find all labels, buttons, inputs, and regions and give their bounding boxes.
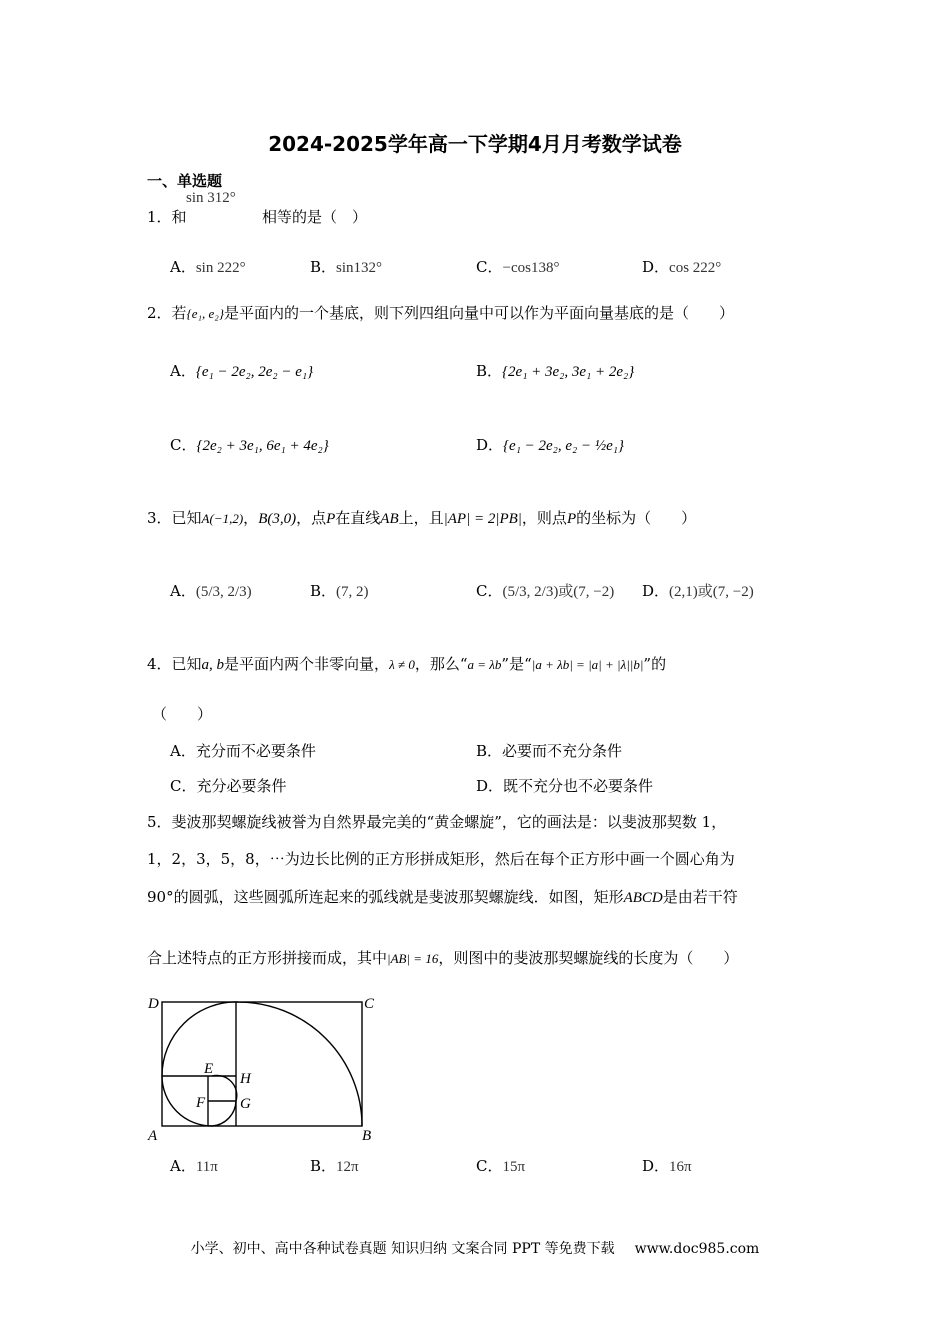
option-label: D． <box>476 777 504 795</box>
option-text: sin 222° <box>195 260 246 276</box>
question-1 <box>147 207 187 227</box>
q4-option-c <box>170 775 287 796</box>
option-label: A． <box>170 742 196 760</box>
spiral-curve <box>162 1002 362 1126</box>
q5-option-c <box>476 1155 525 1176</box>
option-label: D． <box>642 582 670 600</box>
question-5-line-1: 5．斐波那契螺旋线被誉为自然界最完美的“黄金螺旋”，它的画法是：以斐波那契数 1， <box>147 813 727 831</box>
lambda-condition: λ ≠ 0 <box>389 657 415 672</box>
option-label: D． <box>476 436 504 454</box>
length-condition: |AB| = 16 <box>387 951 439 966</box>
q4-option-d <box>476 775 653 796</box>
question-5-line-4-text: 合上述特点的正方形拼接而成，其中 <box>147 949 388 967</box>
q1-option-b <box>310 256 382 277</box>
point-p: P <box>326 511 336 527</box>
label-g: G <box>240 1096 251 1112</box>
question-3: 3．已知A(−1,2)，B(3,0)，点P在直线AB上，且|AP| = 2|PB|，则点P的坐标为（ ） <box>147 509 697 527</box>
option-text: 16π <box>669 1159 692 1175</box>
footer-url[interactable]: www.doc985.com <box>634 1241 760 1257</box>
question-4 <box>147 654 666 675</box>
label-a: A <box>148 1128 158 1144</box>
option-label: D． <box>642 258 670 276</box>
question-3-text-1: ，点 <box>296 509 327 527</box>
question-4-tail: ”的 <box>643 655 667 673</box>
question-5-line-3 <box>147 886 738 907</box>
fibonacci-spiral-figure <box>140 990 390 1145</box>
option-text: {e₁ − 2e₂, 2e₂ − e₁} <box>195 364 314 380</box>
question-5-line-3-tail: 是由若干符 <box>662 888 738 906</box>
question-2-tail: 是平面内的一个基底，则下列四组向量中可以作为平面向量基底的是（ ） <box>224 304 735 322</box>
question-3-text-3: 上，且 <box>398 509 444 527</box>
q3-option-a <box>170 580 252 601</box>
option-label: B． <box>310 582 337 600</box>
q4-option-b <box>476 740 622 761</box>
point-p-2: P <box>566 511 577 527</box>
option-text: 充分而不必要条件 <box>195 742 316 760</box>
q3-option-d <box>642 580 754 601</box>
option-text: {2e₂ + 3e₁, 6e₁ + 4e₂} <box>196 438 329 454</box>
rectangle-abcd: ABCD <box>623 890 663 906</box>
option-text: (5/3, 2/3)或(7, −2) <box>502 584 615 600</box>
option-text: 12π <box>336 1159 359 1175</box>
exam-title: 2024-2025学年高一下学期4月月考数学试卷 <box>268 132 682 156</box>
label-h: H <box>240 1071 251 1087</box>
option-text: cos 222° <box>669 260 722 276</box>
question-3-text-2: 在直线 <box>335 509 381 527</box>
option-text: 11π <box>195 1159 218 1175</box>
point-b: B(3,0) <box>258 511 297 527</box>
label-c: C <box>364 996 375 1012</box>
q2-option-a <box>170 360 313 381</box>
q5-option-d <box>642 1155 692 1176</box>
question-2-prefix: 2．若 <box>147 304 187 322</box>
option-label: D． <box>642 1157 670 1175</box>
option-label: A． <box>170 582 196 600</box>
question-2-expression: {e₁, e₂} <box>186 306 225 321</box>
option-label: C． <box>170 436 197 454</box>
option-label: B． <box>476 362 503 380</box>
question-1-expression: sin 312° <box>186 190 236 206</box>
question-5-line-2: 1，2，3，5，8，⋯为边长比例的正方形拼成矩形，然后在每个正方形中画一个圆心角为 <box>147 850 735 868</box>
q2-option-d <box>476 434 624 455</box>
option-label: A． <box>170 258 196 276</box>
question-1-prefix: 1．和 <box>147 208 187 226</box>
option-label: C． <box>476 258 503 276</box>
vectors-ab: a, b <box>201 657 225 673</box>
q5-option-b <box>310 1155 359 1176</box>
option-label: A． <box>170 362 196 380</box>
option-label: C． <box>476 1157 503 1175</box>
footer-text: 小学、初中、高中各种试卷真题 知识归纳 文案合同 PPT 等免费下载 <box>190 1241 615 1257</box>
section-heading: 一、单选题 <box>147 172 223 190</box>
q3-option-b <box>310 580 369 601</box>
q4-option-a <box>170 740 316 761</box>
option-text: sin132° <box>336 260 383 276</box>
question-5-line-4-tail: ，则图中的斐波那契螺旋线的长度为（ ） <box>438 949 739 967</box>
q3-option-c <box>476 580 614 601</box>
question-3-condition: |AP| = 2|PB| <box>443 511 522 527</box>
question-2 <box>147 303 734 324</box>
question-3-text-4: ，则点 <box>521 509 567 527</box>
condition-1: a = λb <box>467 657 502 672</box>
page-footer <box>0 1238 950 1258</box>
option-text: −cos138° <box>502 260 560 276</box>
q5-option-a <box>170 1155 218 1176</box>
question-5-line-3-text: 90°的圆弧，这些圆弧所连起来的弧线就是斐波那契螺旋线．如图，矩形 <box>147 888 624 906</box>
label-b: B <box>362 1128 372 1144</box>
condition-2: |a + λb| = |a| + |λ||b| <box>531 657 644 672</box>
question-4-text-3: ”是“ <box>501 655 532 673</box>
q2-option-b <box>476 360 634 381</box>
label-e: E <box>204 1061 214 1077</box>
option-text: (5/3, 2/3) <box>195 584 252 600</box>
option-text: (7, 2) <box>336 584 369 600</box>
q1-option-d <box>642 256 721 277</box>
option-text: {e₁ − 2e₂, e₂ − ½e₁} <box>503 438 625 454</box>
question-4-text-1: 是平面内两个非零向量， <box>224 655 390 673</box>
line-ab: AB <box>380 511 399 527</box>
label-d: D <box>148 996 159 1012</box>
option-text: 必要而不充分条件 <box>502 742 623 760</box>
q1-option-c <box>476 256 559 277</box>
question-5-line-4 <box>147 947 738 968</box>
option-label: C． <box>170 777 197 795</box>
option-text: 15π <box>502 1159 526 1175</box>
question-1-tail: 相等的是（ ） <box>262 208 368 226</box>
question-3-tail: 的坐标为（ ） <box>576 509 697 527</box>
option-label: C． <box>476 582 503 600</box>
option-text: 既不充分也不必要条件 <box>503 777 654 795</box>
question-4-prefix: 4．已知 <box>147 655 202 673</box>
question-3-prefix: 3．已知 <box>147 509 202 527</box>
option-label: B． <box>310 258 337 276</box>
option-label: B． <box>476 742 503 760</box>
option-text: (2,1)或(7, −2) <box>669 584 754 600</box>
question-4-paren: （ ） <box>152 705 213 723</box>
question-4-text-2: ，那么“ <box>414 655 468 673</box>
point-a: A(−1,2) <box>201 511 244 526</box>
option-text: {2e₁ + 3e₂, 3e₁ + 2e₂} <box>502 364 635 380</box>
option-label: B． <box>310 1157 337 1175</box>
q2-option-c <box>170 434 329 455</box>
q1-option-a <box>170 256 246 277</box>
option-label: A． <box>170 1157 196 1175</box>
rectangle-abcd-outline <box>162 1002 362 1126</box>
label-f: F <box>196 1095 206 1111</box>
option-text: 充分必要条件 <box>196 777 287 795</box>
